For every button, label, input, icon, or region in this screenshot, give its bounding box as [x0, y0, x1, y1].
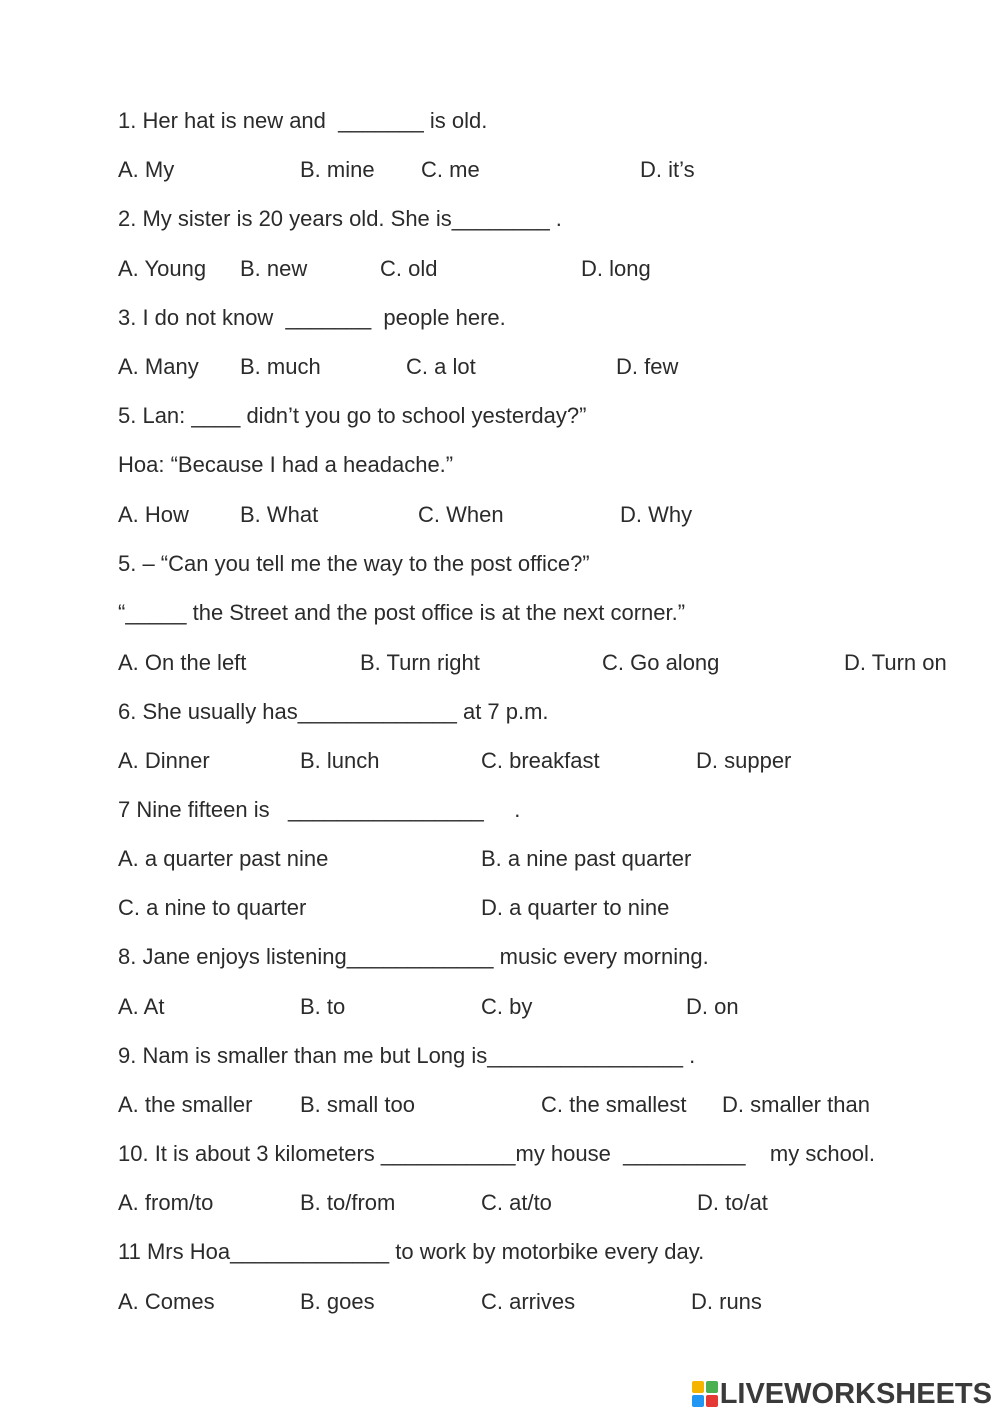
q6-option-a[interactable]: A. Dinner: [118, 748, 210, 773]
q3-option-b[interactable]: B. much: [240, 354, 321, 379]
question-9-text: 9. Nam is smaller than me but Long is________________ .: [118, 1043, 696, 1068]
question-3-text: 3. I do not know _______ people here.: [118, 305, 506, 330]
q2-option-c[interactable]: C. old: [380, 256, 438, 281]
q7-option-c[interactable]: C. a nine to quarter: [118, 895, 307, 920]
question-7-text: 7 Nine fifteen is ________________ .: [118, 797, 521, 822]
q6-option-d[interactable]: D. supper: [696, 748, 792, 773]
q6-option-b[interactable]: B. lunch: [300, 748, 380, 773]
q8-option-c[interactable]: C. by: [481, 994, 533, 1019]
q5-option-a[interactable]: A. On the left: [118, 650, 247, 675]
q9-option-c[interactable]: C. the smallest: [541, 1092, 687, 1117]
q5-option-c[interactable]: C. Go along: [602, 650, 720, 675]
q4-option-a[interactable]: A. How: [118, 502, 189, 527]
q1-option-b[interactable]: B. mine: [300, 157, 375, 182]
q6-option-c[interactable]: C. breakfast: [481, 748, 600, 773]
q11-option-d[interactable]: D. runs: [691, 1289, 762, 1314]
question-4-text: 5. Lan: ____ didn’t you go to school yesterday?”: [118, 403, 587, 428]
liveworksheets-logo-icon: [692, 1381, 718, 1407]
q4-option-c[interactable]: C. When: [418, 502, 504, 527]
q1-option-a[interactable]: A. My: [118, 157, 175, 182]
q10-option-d[interactable]: D. to/at: [697, 1190, 768, 1215]
q11-option-c[interactable]: C. arrives: [481, 1289, 576, 1314]
q10-option-b[interactable]: B. to/from: [300, 1190, 396, 1215]
q3-option-d[interactable]: D. few: [616, 354, 679, 379]
q7-option-d[interactable]: D. a quarter to nine: [481, 895, 670, 920]
logo-text: LIVEWORKSHEETS: [719, 1378, 992, 1410]
liveworksheets-logo[interactable]: [692, 1377, 992, 1411]
q9-option-a[interactable]: A. the smaller: [118, 1092, 253, 1117]
logo-tile-4: [706, 1395, 718, 1407]
q10-option-a[interactable]: A. from/to: [118, 1190, 214, 1215]
question-4-response: Hoa: “Because I had a headache.”: [118, 452, 454, 477]
logo-tile-1: [692, 1381, 704, 1393]
q5-option-d[interactable]: D. Turn on: [844, 650, 947, 675]
logo-tile-2: [706, 1381, 718, 1393]
question-6-text: 6. She usually has_____________ at 7 p.m.: [118, 699, 549, 724]
question-2-text: 2. My sister is 20 years old. She is________ .: [118, 206, 562, 231]
q8-option-a[interactable]: A. At: [118, 994, 165, 1019]
q7-option-b[interactable]: B. a nine past quarter: [481, 846, 692, 871]
q11-option-a[interactable]: A. Comes: [118, 1289, 215, 1314]
question-11-text: 11 Mrs Hoa_____________ to work by motorbike every day.: [118, 1239, 705, 1264]
q4-option-d[interactable]: D. Why: [620, 502, 693, 527]
q2-option-d[interactable]: D. long: [581, 256, 651, 281]
q3-option-a[interactable]: A. Many: [118, 354, 199, 379]
q11-option-b[interactable]: B. goes: [300, 1289, 375, 1314]
q9-option-b[interactable]: B. small too: [300, 1092, 415, 1117]
q4-option-b[interactable]: B. What: [240, 502, 319, 527]
logo-tile-3: [692, 1395, 704, 1407]
question-5-response: “_____ the Street and the post office is at the next corner.”: [118, 600, 686, 625]
q8-option-b[interactable]: B. to: [300, 994, 346, 1019]
q3-option-c[interactable]: C. a lot: [406, 354, 476, 379]
q5-option-b[interactable]: B. Turn right: [360, 650, 480, 675]
q2-option-b[interactable]: B. new: [240, 256, 308, 281]
q2-option-a[interactable]: A. Young: [118, 256, 207, 281]
question-10-text: 10. It is about 3 kilometers ___________my house __________ my school.: [118, 1141, 876, 1166]
q9-option-d[interactable]: D. smaller than: [722, 1092, 870, 1117]
q10-option-c[interactable]: C. at/to: [481, 1190, 552, 1215]
question-1-text: 1. Her hat is new and _______ is old.: [118, 108, 488, 133]
q8-option-d[interactable]: D. on: [686, 994, 739, 1019]
question-8-text: 8. Jane enjoys listening____________ music every morning.: [118, 944, 709, 969]
question-5-text: 5. – “Can you tell me the way to the post office?”: [118, 551, 590, 576]
q1-option-d[interactable]: D. it’s: [640, 157, 695, 182]
q1-option-c[interactable]: C. me: [421, 157, 480, 182]
q7-option-a[interactable]: A. a quarter past nine: [118, 846, 329, 871]
